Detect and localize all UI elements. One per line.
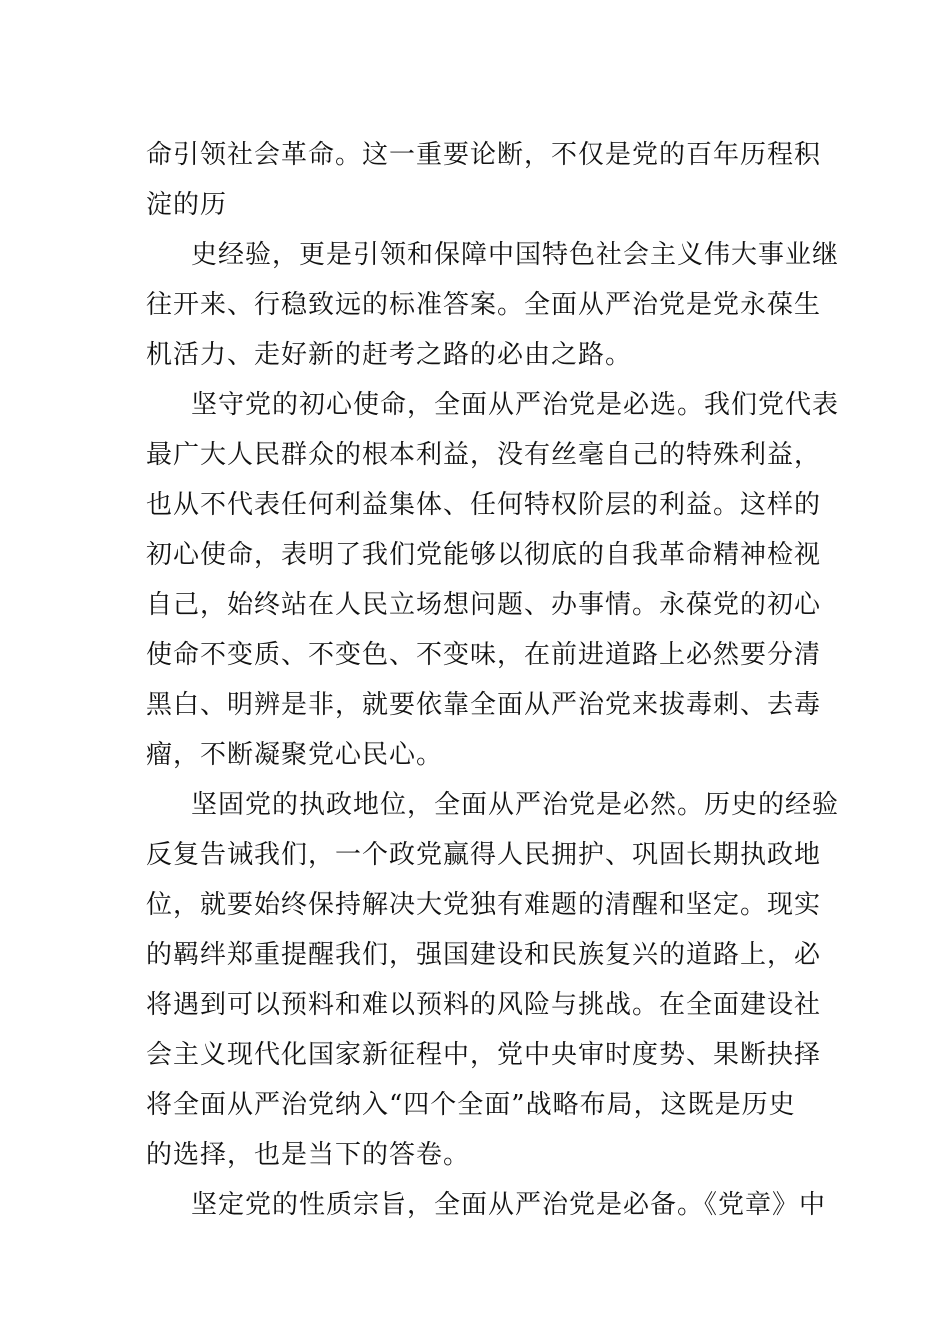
- text-line: 会主义现代化国家新征程中，党中央审时度势、果断抉择: [146, 1040, 822, 1070]
- text-line: 最广大人民群众的根本利益，没有丝毫自己的特殊利益，: [146, 440, 822, 470]
- text-line: 瘤，不断凝聚党心民心。: [146, 740, 444, 770]
- text-line: 的选择，也是当下的答卷。: [146, 1140, 471, 1170]
- text-line: 自己，始终站在人民立场想问题、办事情。永葆党的初心: [146, 590, 822, 620]
- paragraph-4: [146, 780, 840, 1180]
- text-line: 反复告诫我们，一个政党赢得人民拥护、巩固长期执政地: [146, 840, 822, 870]
- text-line: 机活力、走好新的赶考之路的必由之路。: [146, 340, 633, 370]
- text-line: 淀的历: [146, 190, 228, 220]
- text-line: 往开来、行稳致远的标准答案。全面从严治党是党永葆生: [146, 290, 822, 320]
- text-line: 使命不变质、不变色、不变味，在前进道路上必然要分清: [146, 640, 822, 670]
- text-line: 位，就要始终保持解决大党独有难题的清醒和坚定。现实: [146, 890, 822, 920]
- text-line: 将遇到可以预料和难以预料的风险与挑战。在全面建设社: [146, 990, 822, 1020]
- text-line: 初心使命，表明了我们党能够以彻底的自我革命精神检视: [146, 540, 822, 570]
- text-line: 坚守党的初心使命，全面从严治党是必选。我们党代表: [191, 390, 840, 420]
- paragraph-1: [146, 130, 822, 230]
- body-text: [146, 130, 840, 1230]
- paragraph-2: [146, 230, 840, 380]
- text-line: 史经验，更是引领和保障中国特色社会主义伟大事业继: [191, 240, 840, 270]
- paragraph-5: [146, 1180, 827, 1230]
- text-line: 命引领社会革命。这一重要论断，不仅是党的百年历程积: [146, 140, 822, 170]
- text-line: 坚固党的执政地位，全面从严治党是必然。历史的经验: [191, 790, 840, 820]
- text-line: 坚定党的性质宗旨，全面从严治党是必备。《党章》中: [191, 1190, 827, 1220]
- text-line: 将全面从严治党纳入“四个全面”战略布局，这既是历史: [146, 1090, 796, 1120]
- text-line: 也从不代表任何利益集体、任何特权阶层的利益。这样的: [146, 490, 822, 520]
- text-line: 黑白、明辨是非，就要依靠全面从严治党来拔毒刺、去毒: [146, 690, 822, 720]
- text-line: 的羁绊郑重提醒我们，强国建设和民族复兴的道路上，必: [146, 940, 822, 970]
- paragraph-3: [146, 380, 840, 780]
